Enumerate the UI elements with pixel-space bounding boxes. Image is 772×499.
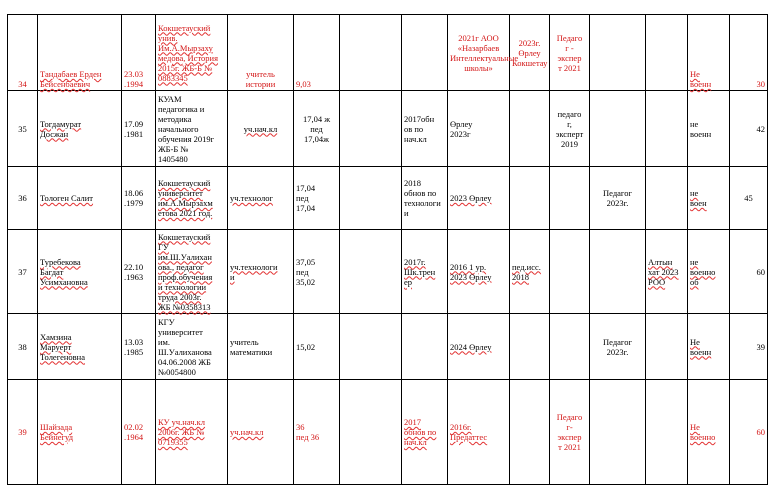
col14-cell: Не военн [688,314,730,380]
col10-cell [510,167,550,230]
education-cell: Кокшетауский ГУ им.Ш.Уалихан ова., педагог проф.обучения и технологии труда 2003г. ЖБ №0358313 [156,230,228,314]
col11-cell [550,167,590,230]
education-cell: Кокшетауский университет им.А.Мырзахм етова 2021 год. [156,167,228,230]
col9-cell: 2016 1 ур. 2023 Өрлеу [448,230,510,314]
col13-cell [646,314,688,380]
table-row [8,91,768,167]
name-cell: Тогдамурат Досжан [38,91,122,167]
name-cell: Тандабаев Ерден Бейсенбаевич [38,15,122,91]
col8-cell: 2017обн ов по нач.кл [402,91,448,167]
col9-cell: 2023 Өрлеу [448,167,510,230]
col14-cell: не военно об [688,230,730,314]
col7-cell [340,380,402,485]
col14-cell: Не военно [688,380,730,485]
col11-cell: Педаго г- экспер т 2021 [550,380,590,485]
col11-cell: педаго г, эксперт 2019 [550,91,590,167]
dob-cell: 18.06 .1979 [122,167,156,230]
position-cell: уч.нач.кл [228,380,294,485]
name-cell: Туребекова Багдат Усимхановна [38,230,122,314]
hours-cell: 37,05 пед 35,02 [294,230,340,314]
position-cell: учитель математики [228,314,294,380]
table-row [8,380,768,485]
col8-cell: 2018 обнов по технологи и [402,167,448,230]
col11-cell: Педаго г - экспер т 2021 [550,15,590,91]
hours-cell: 17,04 ж пед 17,04ж [294,91,340,167]
col9-cell: 2021г АОО «Назарбаев Интеллектуальные школы» [448,15,510,91]
col8-cell: 2017г. Шк.трен ер [402,230,448,314]
hours-cell: 9,03 [294,15,340,91]
col9-cell: 2016г. Предаттес [448,380,510,485]
row-number: 38 [8,314,38,380]
education-cell: КГУ университет им. Ш.Уалиханова 04.06.2008 ЖБ №0054800 [156,314,228,380]
col15-cell: 30 [730,15,768,91]
col9-cell: 2024 Өрлеу [448,314,510,380]
row-number: 37 [8,230,38,314]
col14-cell: Не военн [688,15,730,91]
row-number: 35 [8,91,38,167]
position-cell: уч.нач.кл [228,91,294,167]
education-cell: Кокшетауский унив. Им.А.Мырзаху медова, История 2015г. ЖБ-Б № 0883345 [156,15,228,91]
dob-cell: 23.03 .1994 [122,15,156,91]
col13-cell [646,91,688,167]
col10-cell [510,91,550,167]
col10-cell: пед.исс. 2018 [510,230,550,314]
col10-cell [510,314,550,380]
position-cell: учитель истории [228,15,294,91]
col15-cell: 60 [730,230,768,314]
dob-cell: 17.09 .1981 [122,91,156,167]
row-number: 39 [8,380,38,485]
hours-cell: 15,02 [294,314,340,380]
table-row [8,314,768,380]
col13-cell [646,380,688,485]
col8-cell [402,314,448,380]
table-row [8,230,768,314]
col13-cell [646,167,688,230]
dob-cell: 13.03 .1985 [122,314,156,380]
table-row [8,15,768,91]
name-cell: Тологен Салит [38,167,122,230]
col12-cell: Педагог 2023г. [590,314,646,380]
col7-cell [340,230,402,314]
position-cell: уч.технолог [228,167,294,230]
col11-cell [550,230,590,314]
col15-cell: 45 [730,167,768,230]
col10-cell [510,380,550,485]
position-cell: уч.технологи и [228,230,294,314]
col12-cell [590,15,646,91]
education-cell: КУАМ педагогика и методика начального обучения 2019г ЖБ-Б № 1405480 [156,91,228,167]
table-row [8,167,768,230]
col14-cell: не воен [688,167,730,230]
row-number: 36 [8,167,38,230]
col7-cell [340,314,402,380]
row-number: 34 [8,15,38,91]
hours-cell: 17,04 пед 17,04 [294,167,340,230]
col14-cell: не военн [688,91,730,167]
name-cell: Хамзина Маруерт Толегеновна [38,314,122,380]
staff-table [7,14,768,485]
col15-cell: 39 [730,314,768,380]
col7-cell [340,167,402,230]
col8-cell [402,15,448,91]
hours-cell: 36 пед 36 [294,380,340,485]
dob-cell: 22.10 .1963 [122,230,156,314]
col8-cell: 2017 обнов по нач.кл [402,380,448,485]
name-cell: Шайзада Бейнегуд [38,380,122,485]
col12-cell [590,230,646,314]
col11-cell [550,314,590,380]
col7-cell [340,91,402,167]
education-cell: КУ уч.нач.кл 2006г. ЖБ № 0719355 [156,380,228,485]
col10-cell: 2023г. Өрлеу Кокшетау [510,15,550,91]
col7-cell [340,15,402,91]
col15-cell: 60 [730,380,768,485]
col15-cell: 42 [730,91,768,167]
col12-cell [590,380,646,485]
col12-cell: Педагог 2023г. [590,167,646,230]
col12-cell [590,91,646,167]
col13-cell: Алтын хат 2023 РОО [646,230,688,314]
dob-cell: 02.02 .1964 [122,380,156,485]
col13-cell [646,15,688,91]
col9-cell: Өрлеу 2023г [448,91,510,167]
